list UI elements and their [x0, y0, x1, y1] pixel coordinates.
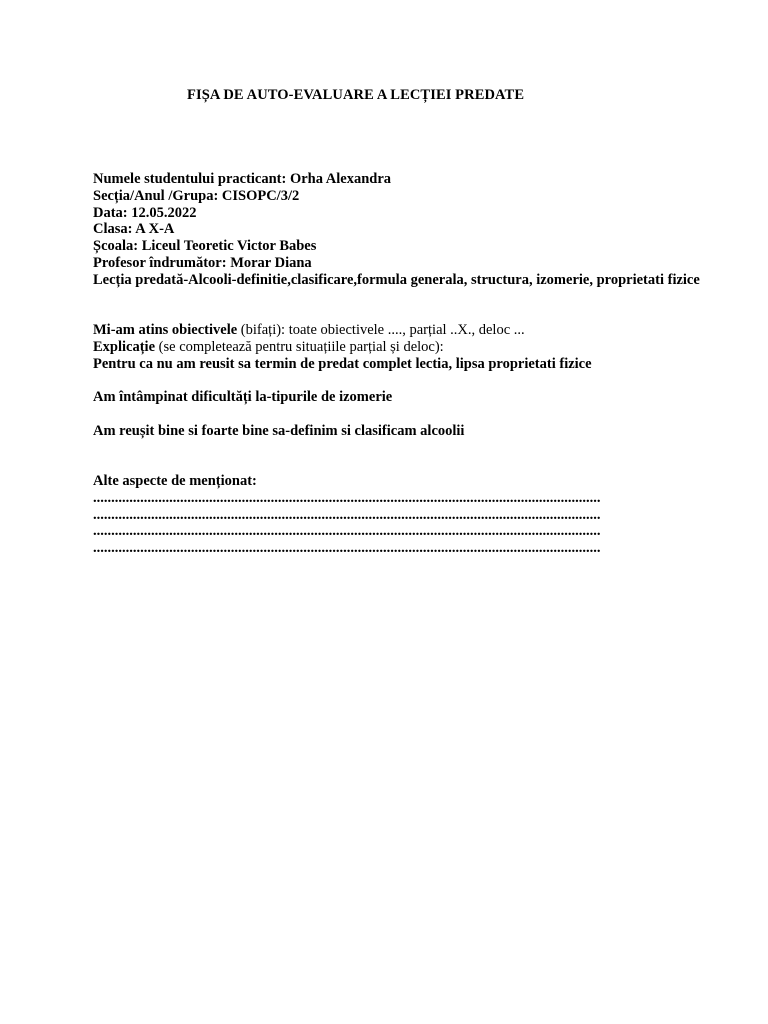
explanation-answer: Pentru ca nu am reusit sa termin de predat complet lectia, lipsa proprietati fizice: [93, 355, 592, 372]
student-info-section: [93, 171, 713, 289]
success-section: [93, 423, 713, 440]
objectives-line: [93, 322, 713, 339]
teacher-line: Profesor îndrumător: Morar Diana: [93, 254, 312, 271]
dotted-line: ............................................................................................................................................: [93, 489, 601, 506]
dotted-line: ............................................................................................................................................: [93, 506, 601, 523]
section-year-group-line: Secția/Anul /Grupa: CISOPC/3/2: [93, 187, 300, 204]
dotted-line: ............................................................................................................................................: [93, 540, 601, 557]
other-aspects-section: [93, 473, 713, 557]
dotted-line: ............................................................................................................................................: [93, 523, 601, 540]
objectives-label: Mi-am atins obiectivele: [93, 322, 238, 338]
explanation-label: Explicație: [93, 338, 156, 355]
difficulties-section: [93, 389, 713, 406]
lesson-line: Lecția predată-Alcooli-definitie,clasificare,formula generala, structura, izomerie, proprietati fizice: [93, 271, 700, 288]
difficulties-line: Am întâmpinat dificultăți la-tipurile de izomerie: [93, 389, 393, 405]
objectives-text: (bifați): toate obiectivele ...., parțial ..X., deloc ...: [237, 322, 525, 338]
explanation-line: [93, 339, 713, 356]
page-title: FIȘA DE AUTO-EVALUARE A LECȚIEI PREDATE: [187, 87, 525, 103]
objectives-section: [93, 322, 713, 372]
other-aspects-line: [93, 473, 713, 490]
explanation-text: (se completează pentru situațiile parțial și deloc):: [155, 338, 444, 355]
success-line: Am reușit bine si foarte bine sa-definim si clasificam alcoolii: [93, 423, 465, 439]
date-line: Data: 12.05.2022: [93, 204, 197, 221]
student-name-line: Numele studentului practicant: Orha Alexandra: [93, 171, 392, 187]
school-line: Școala: Liceul Teoretic Victor Babes: [93, 238, 317, 255]
other-aspects-label: Alte aspecte de menționat:: [93, 473, 257, 489]
class-line: Clasa: A X-A: [93, 221, 175, 238]
